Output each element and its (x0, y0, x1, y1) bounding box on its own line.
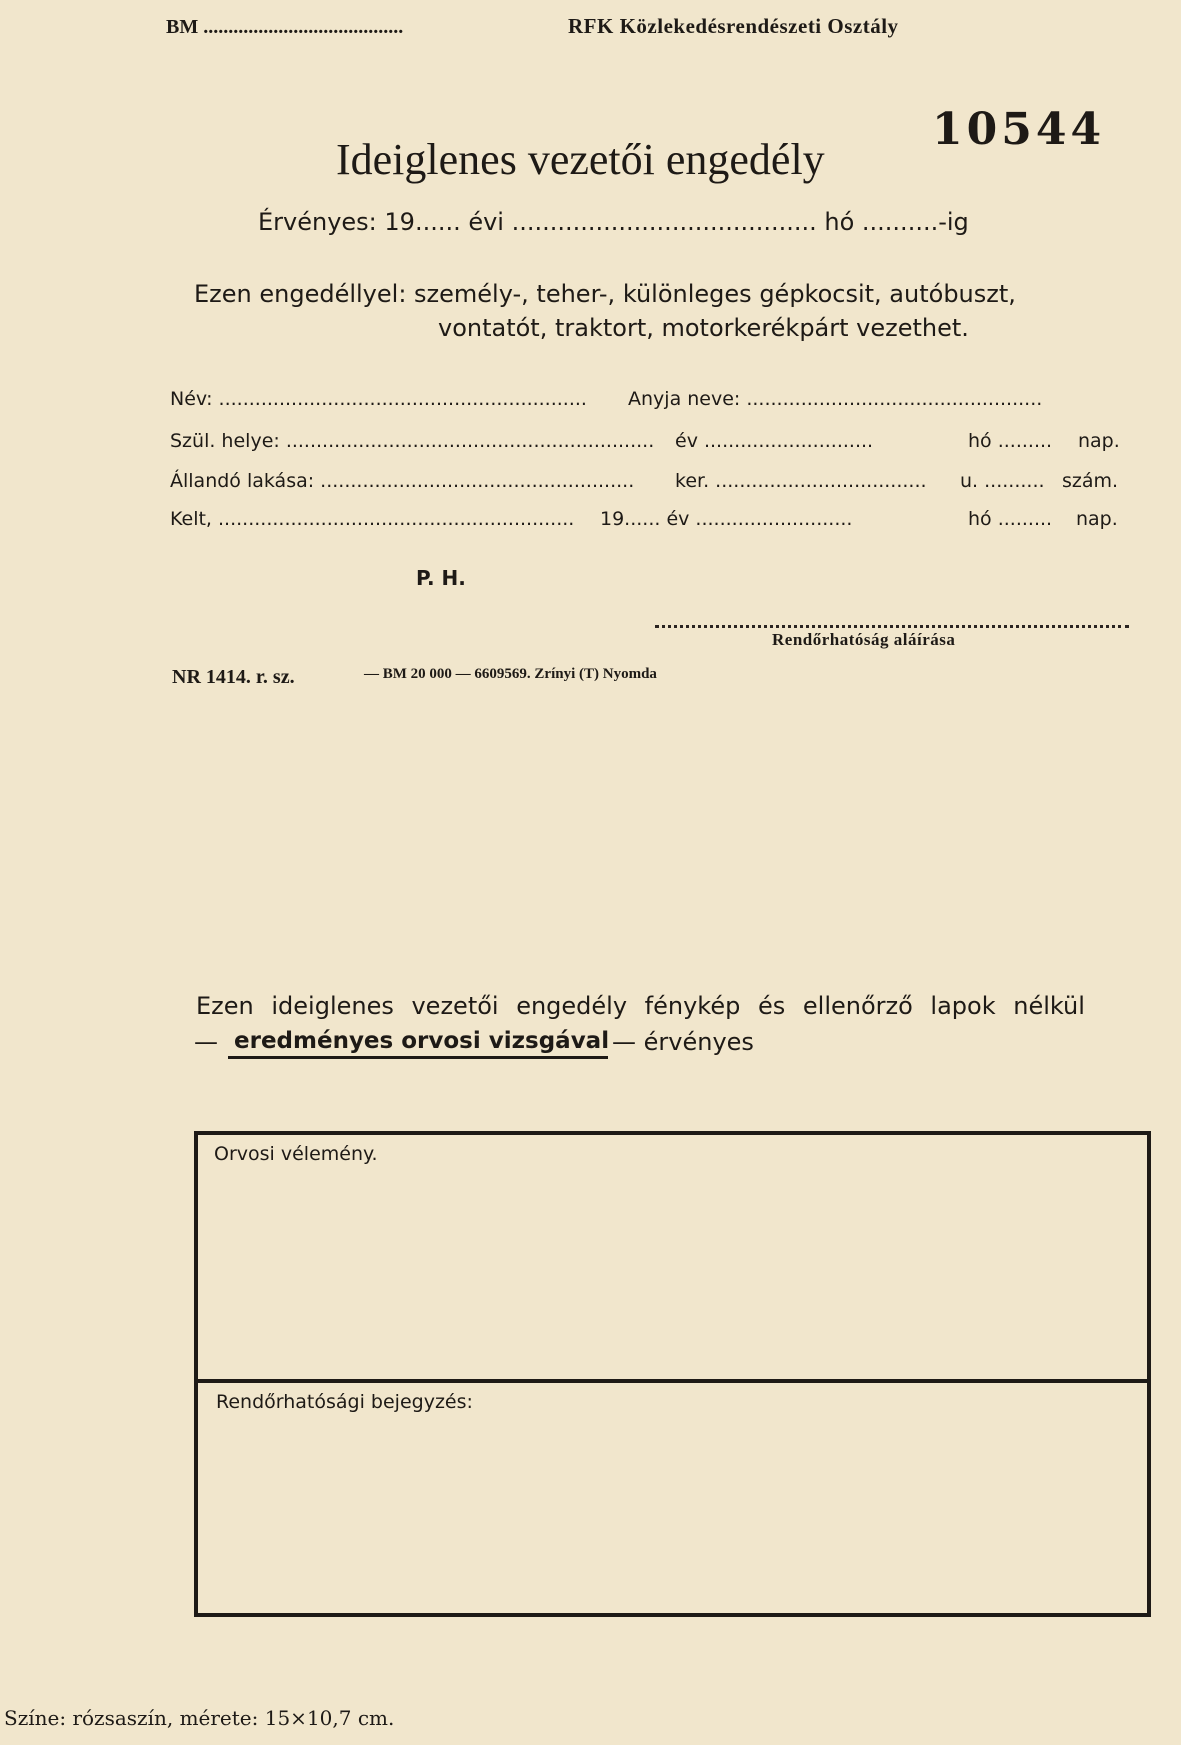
field-issued-year: 19...... év .......................... (600, 508, 853, 530)
form-code: NR 1414. r. sz. (172, 666, 295, 688)
medical-opinion-label: Orvosi vélemény. (214, 1143, 378, 1165)
field-issued-place: Kelt, ........................................................... (170, 508, 575, 530)
header-left: BM ........................................ (166, 16, 404, 38)
field-street: u. .......... (960, 470, 1045, 492)
validity-line: Érvényes: 19...... évi ........................................ hó ..........-ig (258, 208, 969, 236)
notice-underline (228, 1056, 608, 1059)
field-birth-month: hó ......... (968, 430, 1053, 452)
notice-dash: — (194, 1028, 218, 1056)
notice-rest: — érvényes (612, 1028, 754, 1056)
notice-underlined-text: eredményes orvosi vizsgával (234, 1028, 610, 1054)
field-issued-day: nap. (1076, 508, 1118, 530)
serial-number: 10544 (932, 104, 1106, 155)
field-district: ker. ................................... (675, 470, 927, 492)
stamp-place-label: P. H. (416, 566, 466, 590)
police-entry-label: Rendőrhatósági bejegyzés: (216, 1391, 473, 1413)
field-birth-day: nap. (1078, 430, 1120, 452)
print-info: — BM 20 000 — 6609569. Zrínyi (T) Nyomda (364, 666, 657, 682)
box-divider (198, 1379, 1147, 1383)
field-address: Állandó lakása: .................................................... (170, 470, 635, 492)
field-birth-year: év ............................ (675, 430, 874, 452)
field-issued-month: hó ......... (968, 508, 1053, 530)
opinion-box (194, 1131, 1151, 1617)
notice-line-1: Ezen ideiglenes vezetői engedély fénykép és ellenőrző lapok nélkül (196, 992, 1085, 1020)
field-name: Név: ............................................................. (170, 388, 587, 410)
field-birthplace: Szül. helye: ............................................................. (170, 430, 655, 452)
signature-label: Rendőrhatóság aláírása (772, 630, 956, 649)
permission-line-2: vontatót, traktort, motorkerékpárt vezethet. (438, 314, 969, 342)
caption: Színe: rózsaszín, mérete: 15×10,7 cm. (4, 1706, 395, 1730)
document-title: Ideiglenes vezetői engedély (336, 135, 825, 184)
permission-line-1: Ezen engedéllyel: személy-, teher-, különleges gépkocsit, autóbuszt, (194, 280, 1016, 308)
signature-line (655, 625, 1129, 628)
field-house-number: szám. (1062, 470, 1119, 492)
header-department: RFK Közlekedésrendészeti Osztály (568, 14, 899, 38)
field-mother-name: Anyja neve: ................................................. (628, 388, 1043, 410)
